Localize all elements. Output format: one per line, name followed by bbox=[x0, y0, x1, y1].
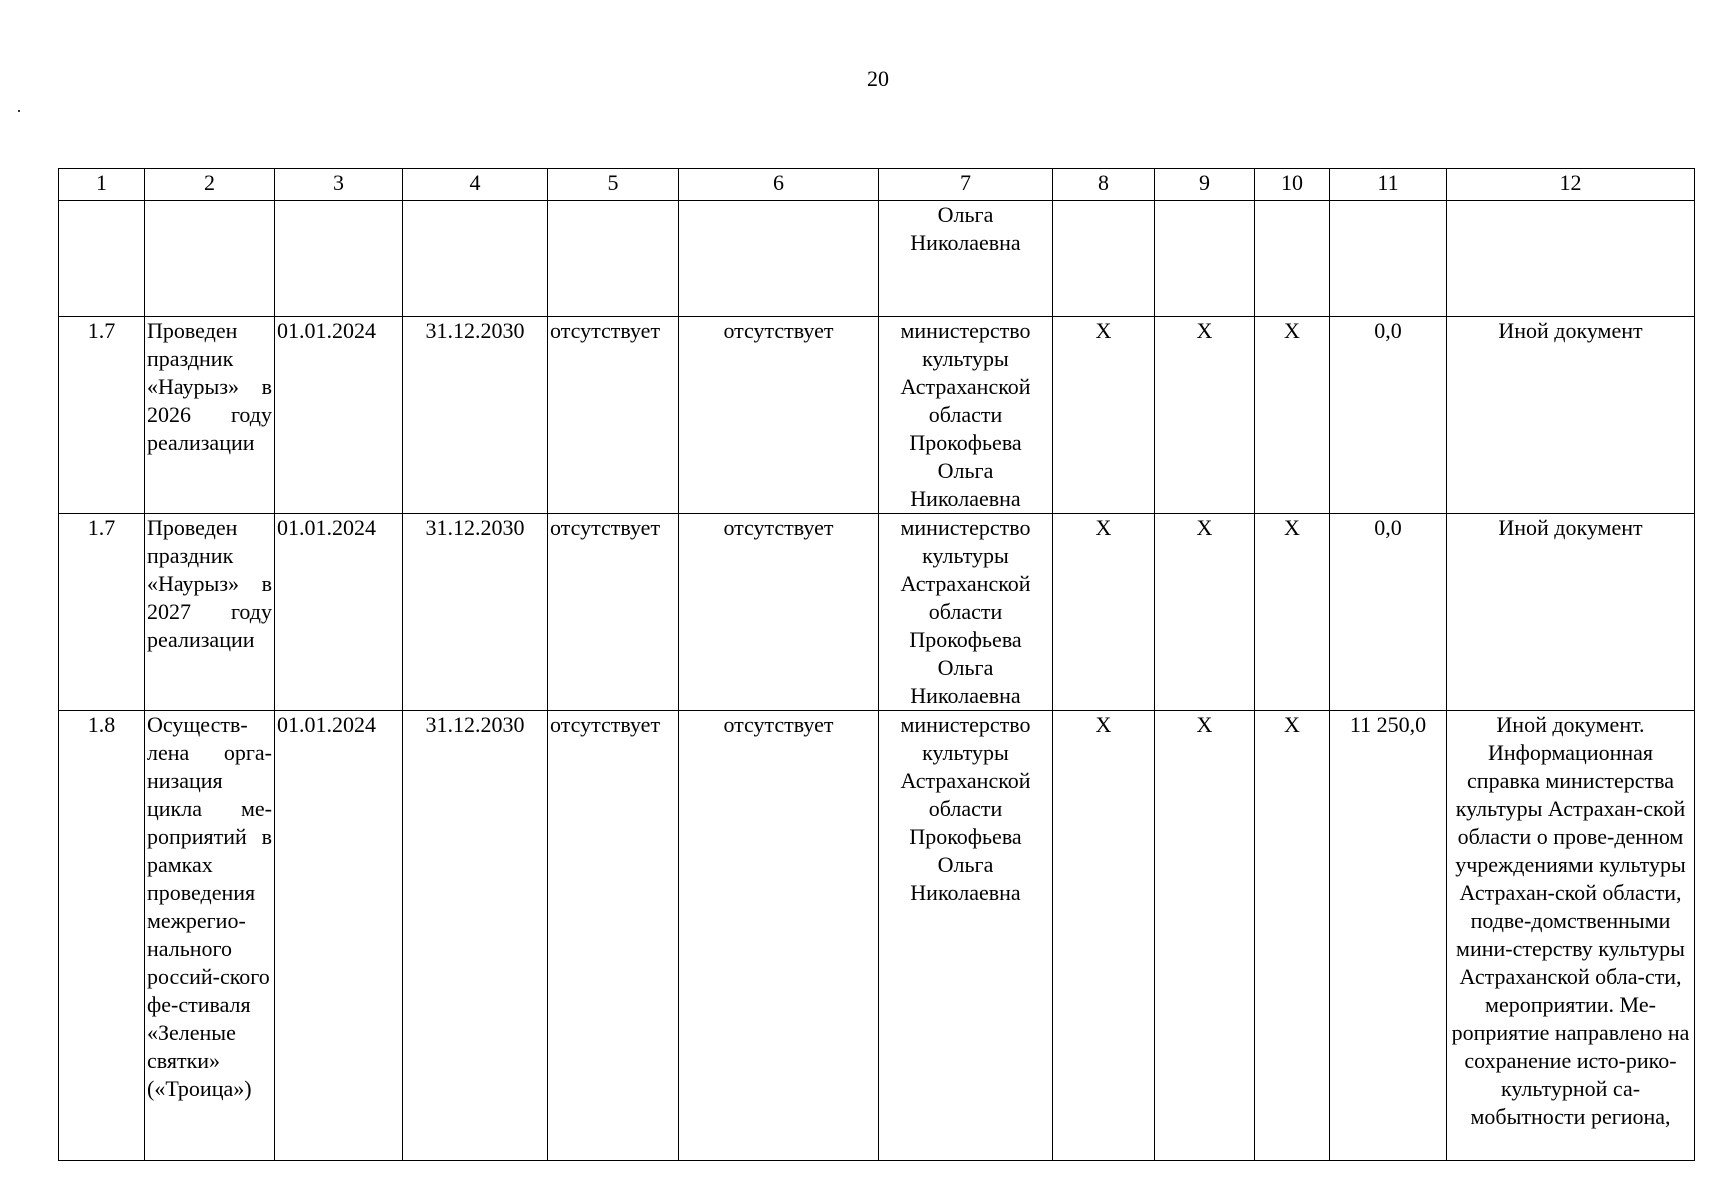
result-cell: Осуществ-лена орга-низация цикла ме-роприятий в рамках проведения межрегио-нального россий-ского фе-стиваля «Зеленые святки» («Троица») bbox=[145, 711, 275, 1161]
header-cell: 6 bbox=[679, 169, 879, 201]
col6-cell: отсутствует bbox=[679, 317, 879, 514]
header-cell: 11 bbox=[1330, 169, 1447, 201]
header-cell: 12 bbox=[1447, 169, 1695, 201]
col10-cell bbox=[1255, 201, 1330, 317]
header-cell: 8 bbox=[1053, 169, 1155, 201]
header-cell: 3 bbox=[275, 169, 403, 201]
header-cell: 7 bbox=[879, 169, 1053, 201]
col8-cell bbox=[1053, 201, 1155, 317]
scan-speck bbox=[18, 110, 20, 112]
col5-cell: отсутствует bbox=[548, 711, 679, 1161]
document-cell bbox=[1447, 201, 1695, 317]
header-cell: 4 bbox=[403, 169, 548, 201]
responsible-cell: министерство культуры Астраханской области Прокофьева Ольга Николаевна bbox=[879, 317, 1053, 514]
row-number bbox=[59, 201, 145, 317]
table-row bbox=[59, 317, 1695, 514]
col6-cell: отсутствует bbox=[679, 711, 879, 1161]
col8-cell: X bbox=[1053, 317, 1155, 514]
responsible-cell: Ольга Николаевна bbox=[879, 201, 1053, 317]
result-cell: Проведен праздник «Наурыз» в 2027 году реализации bbox=[145, 514, 275, 711]
col5-cell: отсутствует bbox=[548, 317, 679, 514]
start-date: 01.01.2024 bbox=[275, 317, 403, 514]
row-number: 1.7 bbox=[59, 317, 145, 514]
header-cell: 5 bbox=[548, 169, 679, 201]
row-number: 1.8 bbox=[59, 711, 145, 1161]
page-number: 20 bbox=[867, 66, 889, 91]
header-cell: 1 bbox=[59, 169, 145, 201]
header-row bbox=[59, 169, 1695, 201]
table-row bbox=[59, 201, 1695, 317]
end-date bbox=[403, 201, 548, 317]
responsible-cell: министерство культуры Астраханской области Прокофьева Ольга Николаевна bbox=[879, 514, 1053, 711]
col9-cell: X bbox=[1155, 514, 1255, 711]
col10-cell: X bbox=[1255, 514, 1330, 711]
start-date: 01.01.2024 bbox=[275, 514, 403, 711]
document-cell: Иной документ. Информационная справка министерства культуры Астрахан-ской области о прове-денном учреждениями культуры Астрахан-ской области, подве-домственными мини-стерству культуры Астраханской обла-сти, мероприятии. Ме-роприятие направлено на сохранение исто-рико-культурной са-мобытности региона, bbox=[1447, 711, 1695, 1161]
amount-cell bbox=[1330, 201, 1447, 317]
document-cell: Иной документ bbox=[1447, 317, 1695, 514]
amount-cell: 11 250,0 bbox=[1330, 711, 1447, 1161]
col6-cell: отсутствует bbox=[679, 514, 879, 711]
result-cell bbox=[145, 201, 275, 317]
col9-cell: X bbox=[1155, 317, 1255, 514]
row-number: 1.7 bbox=[59, 514, 145, 711]
start-date: 01.01.2024 bbox=[275, 711, 403, 1161]
col8-cell: X bbox=[1053, 711, 1155, 1161]
document-cell: Иной документ bbox=[1447, 514, 1695, 711]
end-date: 31.12.2030 bbox=[403, 514, 548, 711]
amount-cell: 0,0 bbox=[1330, 514, 1447, 711]
amount-cell: 0,0 bbox=[1330, 317, 1447, 514]
col6-cell bbox=[679, 201, 879, 317]
header-cell: 9 bbox=[1155, 169, 1255, 201]
col8-cell: X bbox=[1053, 514, 1155, 711]
end-date: 31.12.2030 bbox=[403, 711, 548, 1161]
col10-cell: X bbox=[1255, 317, 1330, 514]
col10-cell: X bbox=[1255, 711, 1330, 1161]
header-cell: 2 bbox=[145, 169, 275, 201]
table-row bbox=[59, 711, 1695, 1161]
col9-cell bbox=[1155, 201, 1255, 317]
end-date: 31.12.2030 bbox=[403, 317, 548, 514]
start-date bbox=[275, 201, 403, 317]
col5-cell bbox=[548, 201, 679, 317]
result-cell: Проведен праздник «Наурыз» в 2026 году реализации bbox=[145, 317, 275, 514]
responsible-cell: министерство культуры Астраханской области Прокофьева Ольга Николаевна bbox=[879, 711, 1053, 1161]
col9-cell: X bbox=[1155, 711, 1255, 1161]
col5-cell: отсутствует bbox=[548, 514, 679, 711]
table-row bbox=[59, 514, 1695, 711]
header-cell: 10 bbox=[1255, 169, 1330, 201]
plan-table bbox=[58, 168, 1695, 1161]
